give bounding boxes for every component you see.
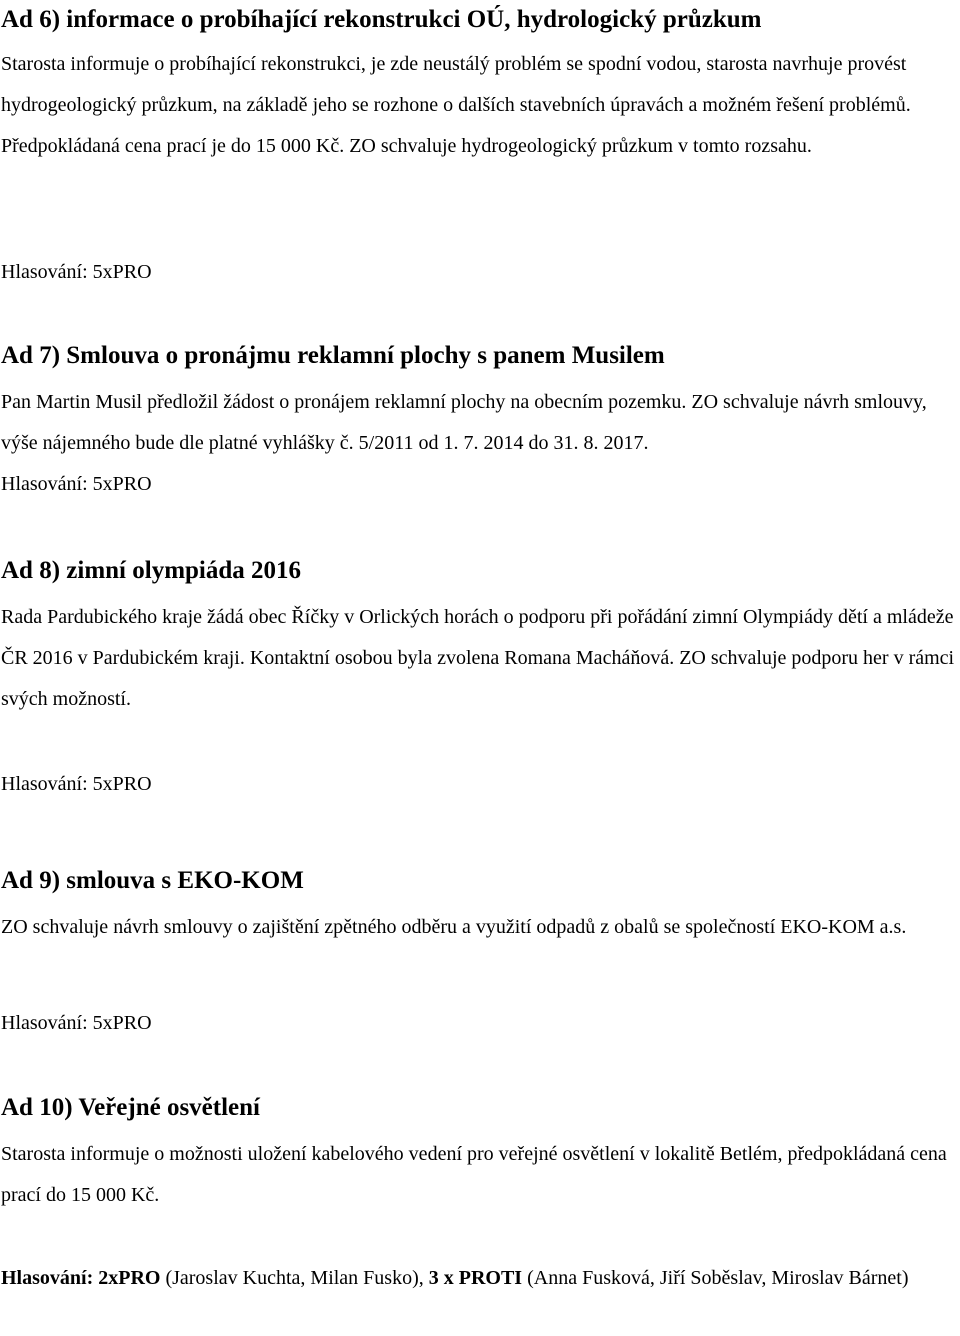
- vote-result-ad6: Hlasování: 5xPRO: [1, 261, 152, 283]
- vote-result-ad7: Hlasování: 5xPRO: [1, 473, 152, 495]
- vote-result-ad8: Hlasování: 5xPRO: [1, 773, 152, 795]
- section-heading-ad10: Ad 10) Veřejné osvětlení: [1, 1094, 260, 1121]
- section-heading-ad6: Ad 6) informace o probíhající rekonstrukci OÚ, hydrologický průzkum: [1, 6, 762, 33]
- vote-result-ad9: Hlasování: 5xPRO: [1, 1012, 152, 1034]
- vote-result-ad10: [1, 1258, 956, 1299]
- section-heading-ad9: Ad 9) smlouva s EKO-KOM: [1, 867, 304, 894]
- vote-against-names: (Anna Fusková, Jiří Soběslav, Miroslav Bárnet): [522, 1267, 909, 1289]
- vote-against-count: 3 x PROTI: [428, 1267, 523, 1289]
- section-body-ad9: ZO schvaluje návrh smlouvy o zajištění zpětného odběru a využití odpadů z obalů se společností EKO-KOM a.s.: [1, 916, 907, 938]
- section-body-ad7: Pan Martin Musil předložil žádost o pronájem reklamní plochy na obecním pozemku. ZO schvaluje návrh smlouvy, výše nájemného bude dle platné vyhlášky č. 5/2011 od 1. 7. 2014 do 31. 8. 2017.: [1, 391, 927, 454]
- section-heading-ad8: Ad 8) zimní olympiáda 2016: [1, 557, 302, 584]
- section-body-ad8: Rada Pardubického kraje žádá obec Říčky v Orlických horách o podporu při pořádání zimní Olympiády dětí a mládeže ČR 2016 v Pardubickém kraji. Kontaktní osobou byla zvolena Romana Macháňová. ZO schvaluje podporu her v rámci svých možností.: [1, 606, 955, 710]
- vote-pro-names: (Jaroslav Kuchta, Milan Fusko),: [160, 1267, 429, 1289]
- section-body-ad10: Starosta informuje o možnosti uložení kabelového vedení pro veřejné osvětlení v lokalitě Betlém, předpokládaná cena prací do 15 000 Kč.: [1, 1143, 947, 1206]
- vote-pro-count: Hlasování: 2xPRO: [1, 1267, 161, 1289]
- section-body-ad6: Starosta informuje o probíhající rekonstrukci, je zde neustálý problém se spodní vodou, starosta navrhuje provést hydrogeologický průzkum, na základě jeho se rozhone o dalších stavebních úpravách a možném řešení problémů. Předpokládaná cena prací je do 15 000 Kč. ZO schvaluje hydrogeologický průzkum v tomto rozsahu.: [1, 53, 911, 157]
- section-heading-ad7: Ad 7) Smlouva o pronájmu reklamní plochy s panem Musilem: [1, 342, 665, 369]
